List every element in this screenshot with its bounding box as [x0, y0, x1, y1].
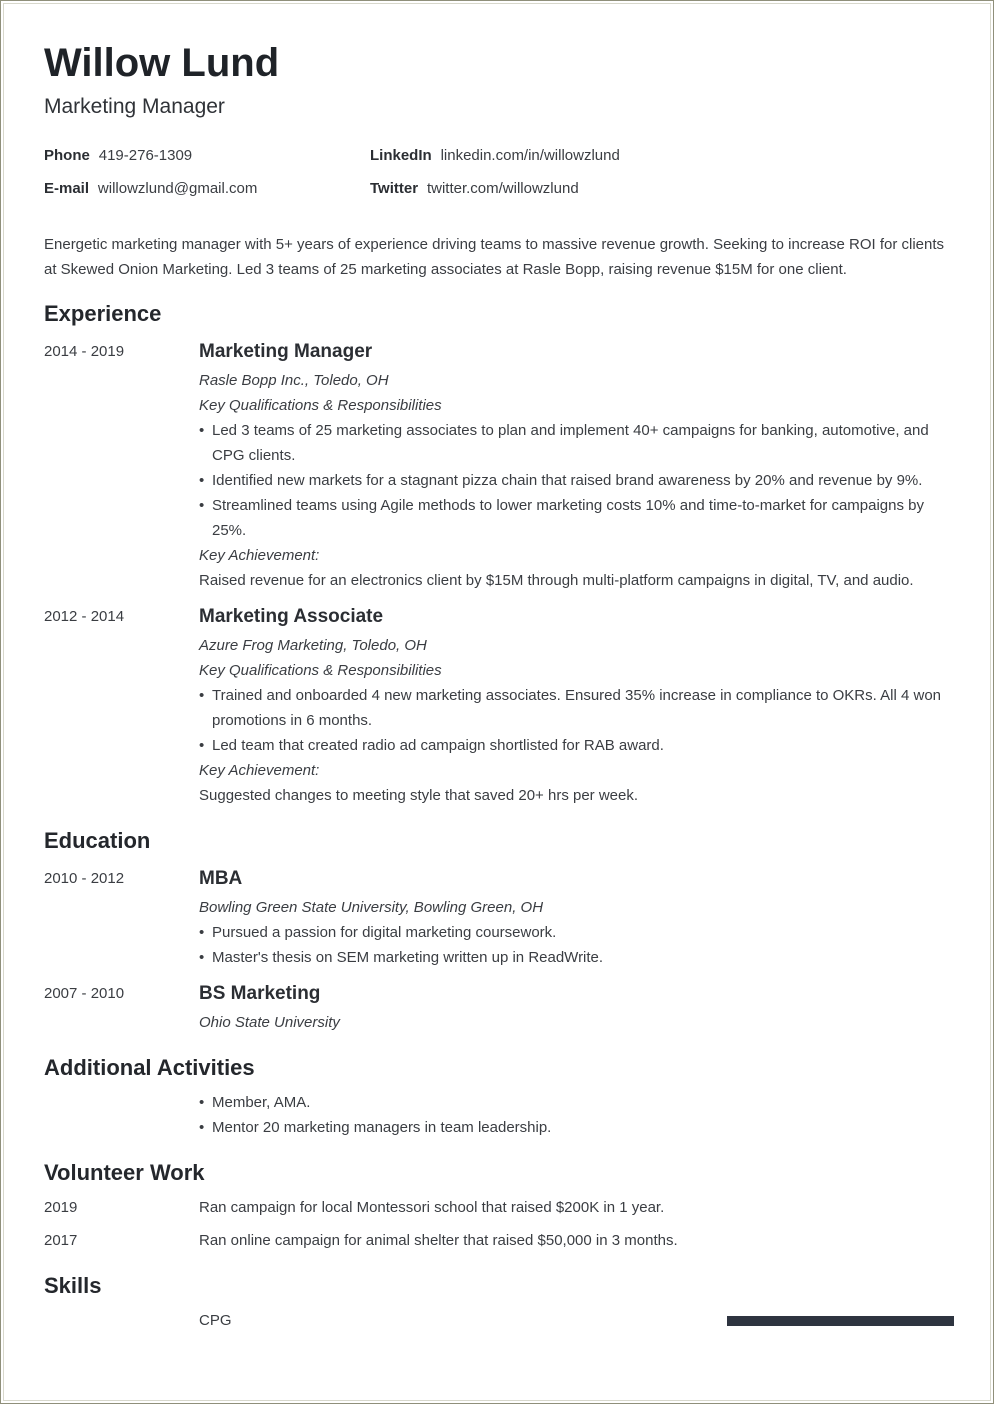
education-dates: 2007 - 2010 — [44, 985, 125, 1002]
job-bullet: • Led 3 teams of 25 marketing associates to plan and implement 40+ campaigns for banking, automotive, and CPG clients. — [199, 418, 949, 468]
contact-phone — [44, 147, 192, 165]
contact-linkedin — [370, 147, 620, 165]
activity-item: • Mentor 20 marketing managers in team leadership. — [199, 1115, 949, 1140]
job-company: Rasle Bopp Inc., Toledo, OH — [199, 372, 389, 389]
job-company: Azure Frog Marketing, Toledo, OH — [199, 637, 427, 654]
achievement-text: Raised revenue for an electronics client by $15M through multi-platform campaigns in digital, TV, and audio. — [199, 572, 914, 589]
twitter-value[interactable]: twitter.com/willowzlund — [426, 180, 579, 197]
job-title: Marketing Manager — [199, 341, 373, 362]
candidate-title: Marketing Manager — [44, 95, 225, 118]
section-education-heading: Education — [44, 828, 151, 853]
qualifications-label: Key Qualifications & Responsibilities — [199, 397, 442, 414]
education-dates: 2010 - 2012 — [44, 870, 125, 887]
education-degree: BS Marketing — [199, 983, 321, 1004]
contact-twitter — [370, 180, 579, 198]
volunteer-text: Ran online campaign for animal shelter that raised $50,000 in 3 months. — [199, 1232, 678, 1249]
education-school: Bowling Green State University, Bowling Green, OH — [199, 899, 544, 916]
education-bullet: • Pursued a passion for digital marketing coursework. — [199, 920, 949, 945]
candidate-name: Willow Lund — [44, 41, 280, 85]
job-bullet: • Streamlined teams using Agile methods to lower marketing costs 10% and time-to-market for campaigns by 25%. — [199, 493, 949, 543]
achievement-label: Key Achievement: — [199, 547, 320, 564]
education-school: Ohio State University — [199, 1014, 340, 1031]
phone-value[interactable]: 419-276-1309 — [98, 147, 193, 164]
section-activities-heading: Additional Activities — [44, 1055, 255, 1080]
section-experience-heading: Experience — [44, 301, 162, 326]
qualifications-label: Key Qualifications & Responsibilities — [199, 662, 442, 679]
skill-name: CPG — [199, 1312, 232, 1329]
section-volunteer-heading: Volunteer Work — [44, 1160, 205, 1185]
education-bullet: • Master's thesis on SEM marketing written up in ReadWrite. — [199, 945, 949, 970]
education-degree: MBA — [199, 868, 243, 889]
email-label: E-mail — [44, 180, 90, 197]
job-dates: 2014 - 2019 — [44, 343, 125, 360]
email-value[interactable]: willowzlund@gmail.com — [97, 180, 258, 197]
achievement-label: Key Achievement: — [199, 762, 320, 779]
linkedin-value[interactable]: linkedin.com/in/willowzlund — [440, 147, 620, 164]
job-title: Marketing Associate — [199, 606, 384, 627]
twitter-label: Twitter — [370, 180, 419, 197]
achievement-text: Suggested changes to meeting style that saved 20+ hrs per week. — [199, 787, 639, 804]
volunteer-year: 2017 — [44, 1232, 78, 1249]
job-bullet: • Trained and onboarded 4 new marketing associates. Ensured 35% increase in compliance to OKRs. All 4 won promotions in 6 months. — [199, 683, 949, 733]
volunteer-text: Ran campaign for local Montessori school that raised $200K in 1 year. — [199, 1199, 665, 1216]
contact-email — [44, 180, 257, 198]
summary: Energetic marketing manager with 5+ years of experience driving teams to massive revenue growth. Seeking to increase ROI for clients at Skewed Onion Marketing. Led 3 teams of 25 marketing associates at Rasle Bopp, raising revenue $15M for one client. — [44, 236, 945, 278]
section-skills-heading: Skills — [44, 1273, 102, 1298]
phone-label: Phone — [44, 147, 90, 164]
job-bullet: • Led team that created radio ad campaign shortlisted for RAB award. — [199, 733, 949, 758]
job-dates: 2012 - 2014 — [44, 608, 125, 625]
job-bullet: • Identified new markets for a stagnant pizza chain that raised brand awareness by 20% and revenue by 9%. — [199, 468, 949, 493]
volunteer-year: 2019 — [44, 1199, 78, 1216]
activity-item: • Member, AMA. — [199, 1090, 949, 1115]
linkedin-label: LinkedIn — [370, 147, 432, 164]
skill-level-bar — [727, 1316, 954, 1326]
